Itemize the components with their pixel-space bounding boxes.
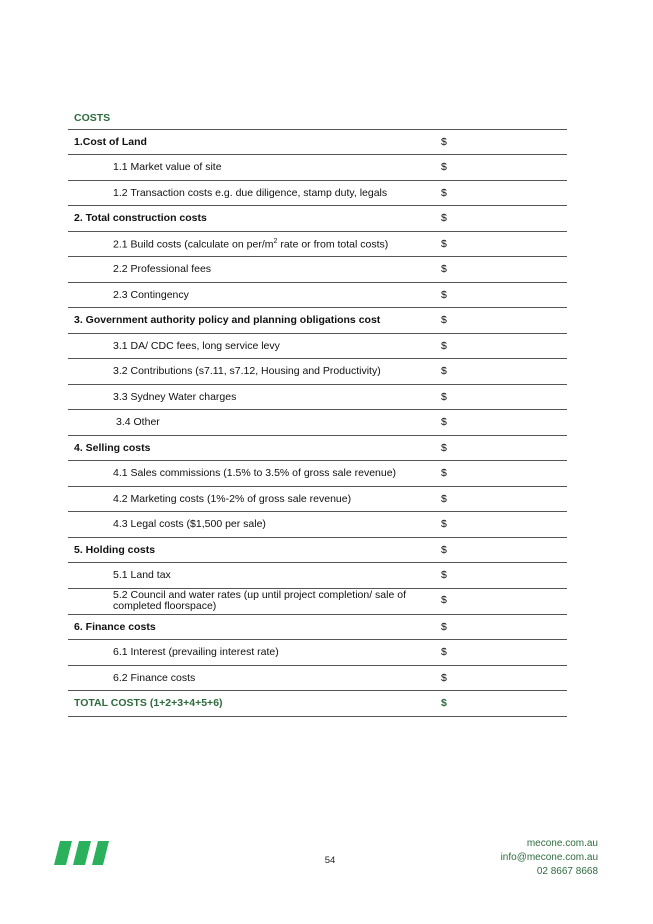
item-label-post: rate or from total costs) xyxy=(277,238,389,250)
costs-table xyxy=(68,108,567,717)
section-value: $ xyxy=(434,614,567,640)
section-value: $ xyxy=(434,308,567,334)
mecone-logo-icon xyxy=(52,839,110,867)
contact-block xyxy=(501,837,598,879)
table-row xyxy=(68,588,567,614)
item-label: 4.1 Sales commissions (1.5% to 3.5% of gross sale revenue) xyxy=(68,461,434,487)
table-row xyxy=(68,512,567,538)
website-link[interactable]: mecone.com.au xyxy=(526,838,598,849)
item-label: 2.3 Contingency xyxy=(68,282,434,308)
table-row xyxy=(68,359,567,385)
section-label: 6. Finance costs xyxy=(68,614,434,640)
table-row xyxy=(68,461,567,487)
total-row xyxy=(68,691,567,717)
table-row xyxy=(68,435,567,461)
item-label: 3.4 Other xyxy=(68,410,434,436)
item-value: $ xyxy=(434,155,567,181)
total-value: $ xyxy=(434,691,567,717)
total-label: TOTAL COSTS (1+2+3+4+5+6) xyxy=(68,691,434,717)
item-label: 3.1 DA/ CDC fees, long service levy xyxy=(68,333,434,359)
table-row xyxy=(68,231,567,257)
table-header-row xyxy=(68,108,567,129)
item-value: $ xyxy=(434,180,567,206)
logo-shapes xyxy=(54,841,109,865)
table-row xyxy=(68,614,567,640)
item-label: 6.1 Interest (prevailing interest rate) xyxy=(68,640,434,666)
item-value: $ xyxy=(434,231,567,257)
item-label: 3.3 Sydney Water charges xyxy=(68,384,434,410)
section-label: 4. Selling costs xyxy=(68,435,434,461)
item-label: 5.2 Council and water rates (up until project completion/ sale of completed floorspace) xyxy=(68,588,434,614)
table-row xyxy=(68,537,567,563)
section-label: 5. Holding costs xyxy=(68,537,434,563)
table-row xyxy=(68,155,567,181)
item-value: $ xyxy=(434,461,567,487)
item-label: 1.1 Market value of site xyxy=(68,155,434,181)
table-heading: COSTS xyxy=(68,108,567,129)
table-row xyxy=(68,206,567,232)
table-row xyxy=(68,333,567,359)
item-label-pre: 2.1 Build costs (calculate on per/m xyxy=(113,238,274,250)
section-value: $ xyxy=(434,206,567,232)
phone-number: 02 8667 8668 xyxy=(536,866,598,877)
section-value: $ xyxy=(434,129,567,155)
item-value: $ xyxy=(434,588,567,614)
item-label: 5.1 Land tax xyxy=(68,563,434,589)
item-value: $ xyxy=(434,359,567,385)
table-row xyxy=(68,282,567,308)
item-value: $ xyxy=(434,563,567,589)
logo-bar-2 xyxy=(73,841,91,865)
item-label: 3.2 Contributions (s7.11, s7.12, Housing and Productivity) xyxy=(68,359,434,385)
section-label: 2. Total construction costs xyxy=(68,206,434,232)
item-value: $ xyxy=(434,512,567,538)
table-row xyxy=(68,486,567,512)
item-label: 4.3 Legal costs ($1,500 per sale) xyxy=(68,512,434,538)
logo-bar-1 xyxy=(54,841,72,865)
table-row xyxy=(68,640,567,666)
item-value: $ xyxy=(434,640,567,666)
item-label: 4.2 Marketing costs (1%-2% of gross sale revenue) xyxy=(68,486,434,512)
section-label: 1.Cost of Land xyxy=(68,129,434,155)
table-row xyxy=(68,180,567,206)
email-link[interactable]: info@mecone.com.au xyxy=(500,852,598,863)
table-row xyxy=(68,384,567,410)
item-label: 6.2 Finance costs xyxy=(68,665,434,691)
table-row xyxy=(68,308,567,334)
logo-bar-3 xyxy=(92,841,109,865)
table-row xyxy=(68,257,567,283)
item-value: $ xyxy=(434,410,567,436)
superscript-two: 2 xyxy=(273,237,278,245)
item-value: $ xyxy=(434,384,567,410)
item-label: 2.2 Professional fees xyxy=(68,257,434,283)
section-label: 3. Government authority policy and planning obligations cost xyxy=(68,308,434,334)
table-row xyxy=(68,665,567,691)
page-number: 54 xyxy=(324,855,336,866)
item-value: $ xyxy=(434,257,567,283)
table-row xyxy=(68,410,567,436)
section-value: $ xyxy=(434,537,567,563)
section-value: $ xyxy=(434,435,567,461)
table-row xyxy=(68,563,567,589)
item-value: $ xyxy=(434,282,567,308)
table-row xyxy=(68,129,567,155)
item-value: $ xyxy=(434,486,567,512)
item-value: $ xyxy=(434,665,567,691)
item-value: $ xyxy=(434,333,567,359)
item-label xyxy=(68,231,434,257)
item-label: 1.2 Transaction costs e.g. due diligence, stamp duty, legals xyxy=(68,180,434,206)
